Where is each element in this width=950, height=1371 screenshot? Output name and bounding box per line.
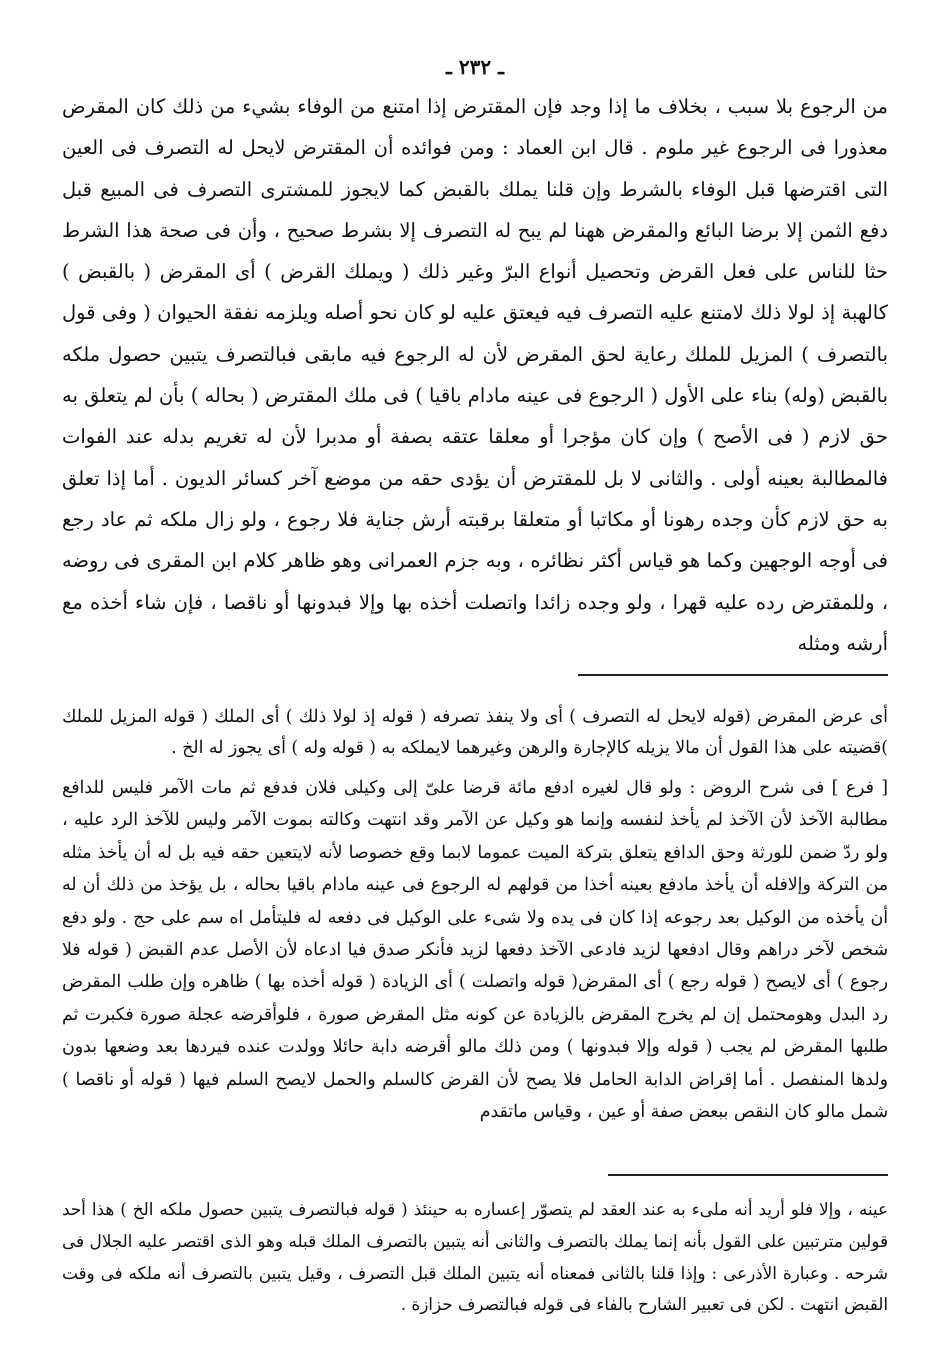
gloss-section-1 <box>62 702 888 764</box>
second-footnote-divider <box>608 1174 888 1176</box>
footnote-divider <box>578 674 888 676</box>
gloss-paragraph-3: عينه ، وإلا فلو أريد أنه ملىء به عند العقد لم يتصوّر إعساره به حينئذ ( قوله فبالتصرف يتبين حصول ملكه الخ ) هذا أحد قولين مترتبين على القول بأنه إنما يملك بالتصرف والثانى أنه يتبين بالتصرف الملك قبله وهو الذى اقتصر عليه الجلال فى شرحه . وعبارة الأذرعى : وإذا قلنا بالثانى فمعناه أنه يتبين الملك قبل التصرف ، وقيل يتبين بالتصرف أنه ملكه فى وقت القبض انتهت . لكن فى تعبير الشارح بالفاء فى قوله فبالتصرف حزازة . <box>62 1199 888 1315</box>
gloss-section-2 <box>62 772 888 1162</box>
main-paragraph: من الرجوع بلا سبب ، بخلاف ما إذا وجد فإن المقترض إذا امتنع من الوفاء بشيء من ذلك كان المقرض معذورا فى الرجوع غير ملوم . قال ابن العماد : ومن فوائده أن المقترض لايحل له التصرف فى العين التى اقترضها قبل الوفاء بالشرط وإن قلنا يملك بالقبض كما لايجوز للمشترى التصرف فى المبيع قبل دفع الثمن إلا برضا البائع والمقرض ههنا لم يبح له التصرف إلا بشرط صحيح ، وأن فى صحة هذا الشرط حثا للناس على فعل القرض وتحصيل أنواع البرّ وغير ذلك ( ويملك القرض ) أى المقرض ( بالقبض ) كالهبة إذ لولا ذلك لامتنع عليه التصرف فيه فيعتق عليه لو كان نحو أصله ويلزمه نفقة الحيوان ( وفى قول بالتصرف ) المزيل للملك رعاية لحق المقرض لأن له الرجوع فيه مابقى فبالتصرف يتبين حصول ملكه بالقبض (وله) بناء على الأول ( الرجوع فى عينه مادام باقيا ) فى ملك المقترض ( بحاله ) بأن لم يتعلق به حق لازم ( فى الأصح ) وإن كان مؤجرا أو معلقا عتقه بصفة أو مدبرا لأن له تغريم بدله عند الفوات فالمطالبة بعينه أولى . والثانى لا بل للمقترض أن يؤدى حقه من موضع آخر كسائر الديون . أما إذا تعلق به حق لازم كأن وجده رهونا أو مكاتبا أو متعلقا برقبته أرش جناية فلا رجوع ، ولو زال ملكه ثم عاد رجع فى أوجه الوجهين وكما هو قياس أكثر نظائره ، وبه جزم العمرانى وهو ظاهر كلام ابن المقرى فى روضه ، وللمقترض رده عليه قهرا ، ولو وجده زائدا واتصلت أخذه بها وإلا فبدونها أو ناقصا ، فإن شاء أخذه مع أرشه ومثله <box>62 95 888 655</box>
page-number: ـ ٢٣٢ ـ <box>446 55 504 79</box>
main-text <box>62 86 888 655</box>
gloss-paragraph-2: [ فرع ] فى شرح الروض : ولو قال لغيره ادفع مائة قرضا علىّ إلى وكيلى فلان فدفع ثم مات الآمر فليس للدافع مطالبة الآخذ لأن الآخذ لم يأخذ لنفسه وإنما هو وكيل عن الآمر وقد انتهت وكالته بموت الآمر وليس للآخذ الرد عليه ، ولو ردّ ضمن للورثة وحق الدافع يتعلق بتركة الميت عموما لابما وقع خصوصا لأنه لايتعين حقه فيه بل له أن يأخذ مثله من التركة وإلافله أن يأخذ مادفع بعينه أخذا من قولهم له الرجوع فى عينه مادام باقيا بحاله ، بل يؤخذ من ذلك أن له أن يأخذه من الوكيل بعد رجوعه إذا كان فى يده ولا شىء على الوكيل فى دفعه له فليتأمل اه سم على حج . ولو دفع شخص لآخر دراهم وقال ادفعها لزيد فادعى الآخذ دفعها لزيد فأنكر صدق فيا ادعاه لأن الأصل عدم القبض ( قوله فلا رجوع ) أى لايصح ( قوله رجع ) أى المقرض( قوله واتصلت ) أى الزيادة ( قوله أخذه بها ) ظاهره وإن طلب المقرض رد البدل وهومحتمل إن لم يخرج المقرض بالزيادة عن كونه مثل المقرض صورة ، فلوأقرضه عجلة صورة فكبرت ثم طلبها المقرض لم يجب ( قوله وإلا فبدونها ) ومن ذلك مالو أقرضه دابة حائلا وولدت عنده فيردها بعد وضعها بدون ولدها المنفصل . أما إقراض الدابة الحامل فلا يصح لأن القرض كالسلم والحمل لايصح السلم فيها ( قوله أو ناقصا ) شمل مالو كان النقص ببعض صفة أو عين ، وقياس ماتقدم <box>62 778 888 1123</box>
gloss-section-3 <box>62 1194 888 1354</box>
gloss-paragraph-1: أى عرض المقرض (قوله لايحل له التصرف ) أى ولا ينفذ تصرفه ( قوله إذ لولا ذلك ) أى الملك ( قوله المزيل للملك )قضيته على هذا القول أن مالا يزيله كالإجارة والرهن وغيرهما لايملكه به ( قوله وله ) أى يجوز له الخ . <box>62 707 888 759</box>
